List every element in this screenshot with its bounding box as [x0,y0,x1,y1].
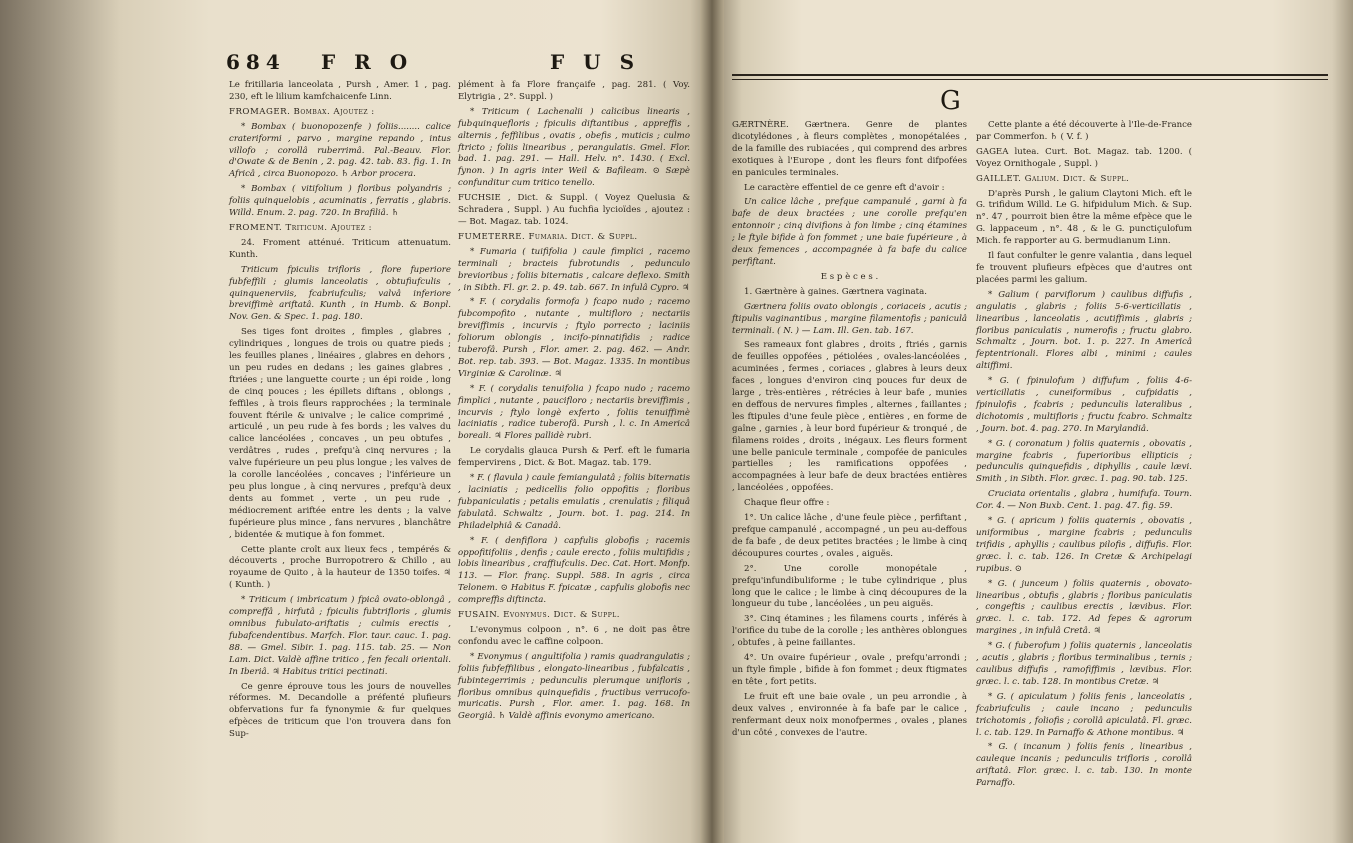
paragraph: * G. ( apricum ) foliis quaternis , obovatis , uniformibus , margine fcabris ; pedunculis trifidis , aphyllis ; caulibus pilofis , diffufis. Flor. græc. l. c. tab. 126. In Cretæ & Archipelagi rupibus. ⊙ [976,516,1192,574]
left-column-2 [458,80,690,726]
paragraph: * F. ( corydalis formofa ) fcapo nudo ; racemo fubcompofito , nutante , multifloro ; nectariis breviffimis , incurvis ; ftylo porrecto ; laciniis foliorum oblongis , incifo-pinnatifidis ; radice tuberofâ. Pursh , Flor. amer. 2. pag. 462. — Andr. Bot. rep. tab. 393. — Bot. Magaz. 1335. In montibus Virginiæ & Carolinæ. ♃ [458,297,690,379]
paragraph: Gærtnera foliis ovato oblongis , coriaceis , acutis ; ftipulis vaginantibus , margine filamentofis ; paniculâ terminali. ( N. ) — Lam. Ill. Gen. tab. 167. [732,301,967,336]
paragraph: * Bombax ( buonopozenfe ) foliis........ calice crateriformi , parvo , margine repando , intus villofo ; corollâ ruberrimâ. Pal.-Beauv. Flor. d'Owate & de Benin , 2. pag. 42. tab. 83. fig. 1. In Africâ , circa Buonopozo. ♄ Arbor procera. [229,121,451,180]
paragraph: * F. ( corydalis tenuifolia ) fcapo nudo ; racemo fimplici , nutante , paucifloro ; nectariis breviffimis , incurvis ; ftylo longè exferto , foliis tenuiffimè laciniatis , radice tuberofâ. Pursh , l. c. In Americâ boreali. ♃ Flores pallidè rubri. [458,383,690,442]
paragraph: Le fritillaria lanceolata , Pursh , Amer. 1 , pag. 230, eft le lilium kamfchaicenfe Linn. [229,80,451,102]
right-column-2 [976,120,1192,793]
paragraph: Il faut confulter le genre valantia , dans lequel fe trouvent plufieurs efpèces que d'autres ont placées parmi les galium. [976,251,1192,285]
paragraph: Triticum fpiculis trifloris , flore fuperiore fubfeffili ; glumis lanceolatis , obtufiufculis , quinquenerviis, fcabriufculis; valvâ inferiore breviffimè ariftatâ. Kunth , in Humb. & Bonpl. Nov. Gen. & Spec. 1. pag. 180. [229,264,451,323]
paragraph: * Galium ( parviflorum ) caulibus diffufis , angulatis , glabris ; foliis 5-6-verticillatis , linearibus , lanceolatis , acutiffimis , glabris ; floribus paniculatis , numerofis ; fructu glabro. Schmaltz , Journ. bot. 1. p. 227. In Americâ feptentrionali. Flores albi , minimi ; caules altiffimi. [976,289,1192,372]
paragraph: 1. Gærtnère à gaines. Gærtnera vaginata. [744,286,927,297]
paragraph: D'après Pursh , le galium Claytoni Mich. eft le G. trifidum Willd. Le G. hifpidulum Mich. & Sup. n°. 47 , pourroit bien être la même efpèce que le G. lappaceum , n°. 48 , & le G. punctiçulofum Mich. fe rapporter au G. bermudianum Linn. [976,188,1192,247]
paragraph: * G. ( apiculatum ) foliis fenis , lanceolatis , fcabriufculis ; caule incano ; pedunculis trichotomis , foliofis ; corollâ apiculatâ. Fl. græc. l. c. tab. 129. In Parnaffo & Athone montibus. ♃ [976,691,1192,738]
paragraph: GÆRTNÈRE. Gærtnera. Genre de plantes dicotylédones , à fleurs complètes , monopétalées , de la famille des rubiacées , qui comprend des arbres exotiques à l'Europe , dont les fleurs font difpofées en panicules terminales. [732,120,967,178]
page-number: 684 [226,50,286,74]
entry-heading: FUCHSIE , Dict. & Suppl. ( Voyez Quelusia & Schradera , Suppl. ) Au fuchfia lycioïdes , ajoutez : — Bot. Magaz. tab. 1024. [458,193,690,227]
paragraph: * G. ( junceum ) foliis quaternis , obovato-linearibus , obtufis , glabris ; floribus paniculatis , congeftis ; caulibus erectis , lævibus. Flor. græc. l. c. tab. 172. Ad fepes & agrorum margines , in infulâ Cretâ. ♃ [976,578,1192,637]
paragraph: Le fruit eft une baie ovale , un peu arrondie , à deux valves , environnée à fa bafe par le calice , renfermant deux noix monofpermes , ovales , planes d'un côté , convexes de l'autre. [732,691,967,738]
paragraph: * G. ( incanum ) foliis fenis , linearibus , cauleque incanis ; pedunculis trifloris , corollâ ariftatâ. Flor. græc. l. c. tab. 130. In monte Parnaffo. [976,742,1192,789]
running-head-left: F R O [321,50,414,74]
entry-heading: FROMAGER. Bombax. Ajoutez : [229,106,375,117]
paragraph: Ce genre éprouve tous les jours de nouvelles réformes. M. Decandolle a préfenté plufieurs obfervations fur fa fynonymie & fur quelques efpèces de triticum que l'on trouvera dans fon Sup- [229,681,451,740]
paragraph: 2°. Une corolle monopétale , prefqu'infundibuliforme ; le tube cylindrique , plus long que le calice ; le limbe à cinq découpures de la longueur du tube , lancéolées , un peu aiguës. [732,563,967,610]
paragraph: plément à fa Flore françaife , pag. 281. ( Voy. Elytrigia , 2°. Suppl. ) [458,80,690,102]
paragraph: Cette plante a été découverte à l'Ile-de-France par Commerfon. ♄ ( V. f. ) [976,120,1192,142]
paragraph: L'evonymus colpoon , n°. 6 , ne doit pas être confondu avec le caffine colpoon. [458,624,690,647]
paragraph: 1°. Un calice lâche , d'une feule pièce , perfiftant , prefque campanulé , accompagné , un peu au-deffous de fa bafe , de deux petites bractées ; le limbe à cinq découpures courtes , ovales , aiguës. [732,513,967,559]
paragraph: Le caractère effentiel de ce genre eft d'avoir : [744,182,945,193]
paragraph: * Fumaria ( tuififolia ) caule fimplici , racemo terminali ; bracteis fubrotundis , pedunculo brevioribus ; foliis biternatis , calcare deflexo. Smith , in Sibth. Fl. gr. 2. p. 49. tab. 667. In infulâ Cypro. ♃ [458,246,690,293]
paragraph: * Triticum ( imbricatum ) fpicâ ovato-oblongâ , compreffâ , hirfutâ ; fpiculis fubtrifloris , glumis omnibus fubulato-ariftatis ; culmis erectis , fubafcendentibus. Marfch. Flor. taur. cauc. 1. pag. 88. — Gmel. Sibir. 1. pag. 115. tab. 25. — Non Lam. Dict. Valdè affine tritico , fen fecali orientali. In Iberiâ. ♃ Habitus tritici pectinati. [229,595,451,677]
section-letter: G [940,86,961,116]
top-rule [732,74,1328,76]
top-rule-thin [732,79,1328,80]
paragraph: 24. Froment atténué. Triticum attenuatum. Kunth. [229,237,451,260]
left-column-1 [229,80,451,744]
paragraph: * Bombax ( vitifolium ) floribus polyandris ; foliis quinquelobis , acuminatis , ferratis , glabris. Willd. Enum. 2. pag. 720. In Brafiliâ. ♄ [229,184,451,219]
paragraph: * G. ( coronatum ) foliis quaternis , obovatis , margine fcabris , fuperioribus ellipticis ; pedunculis quinquefidis , diphyllis , caule lævi. Smith , in Sibth. Flor. græc. 1. pag. 90. tab. 125. [976,438,1192,485]
right-column-1 [732,120,967,742]
paragraph: 3°. Cinq étamines ; les filamens courts , inférés à l'orifice du tube de la corolle ; les anthères oblongues , obtufes , à peine faillantes. [732,614,967,649]
paragraph: Ses rameaux font glabres , droits , ftriés , garnis de feuilles oppofées , pétiolées , ovales-lancéolées , acuminées , fermes , coriaces , glabres à leurs deux faces , longues d'environ cinq pouces fur deux de large , très-entières , rétrécies à leur bafe , munies en deffous de nervures fimples , alternes , faillantes ; les ftipules d'une feule pièce , entières , en forme de gaîne , garnies , à leur bord fupérieur & tronqué , de filamens roides , droits , inégaux. Les fleurs forment une belle panicule terminale , compofée de panicules partielles ; les ramifications oppofées , accompagnées à leur bafe de deux bractées entières , lancéolées , oppofées. [732,340,967,494]
entry-heading: GAILLET. Galium. Dict. & Suppl. [976,173,1130,184]
book-gutter [700,0,724,843]
paragraph: Ses tiges font droites , fimples , glabres , cylindriques , longues de trois ou quatre pieds ; les feuilles planes , linéaires , glabres en dehors , un peu rudes en dedans ; les gaines glabres , ftriées ; une languette courte ; un épi roide , long de cinq pouces ; les épillets diftans , oblongs , feffiles , à trois fleurs rapprochées ; la terminale fouvent ftérile & univalve ; le calice comprimé , articulé , un peu rude à fes bords ; les valves du calice lancéolées , concaves , un peu obtufes , verdâtres , rudes , prefqu'à cinq nervures ; la valve fupérieure un peu plus longue ; les valves de la corolle lancéolées , concaves ; l'inférieure un peu plus longue , à cinq nervures , prefqu'à deux dents au fommet , verte , un peu rude , médiocrement ariftée entre les dents ; la valve fupérieure plus mince , fans nervures , blanchâtre , bidentée & mutique à fon fommet. [229,327,451,540]
entry-heading: FROMENT. Triticum. Ajoutez : [229,222,373,233]
paragraph: Un calice lâche , prefque campanulé , garni à fa bafe de deux bractées ; une corolle prefqu'en entonnoir ; cinq divifions à fon limbe ; cinq étamines ; le ftyle bifide à fon fommet ; une baie fupérieure , à deux femences , accompagnée à fa bafe du calice perfiftant. [732,197,967,267]
entry-heading: FUMETERRE. Fumaria. Dict. & Suppl. [458,231,638,242]
paragraph: * F. ( flavula ) caule femiangulatâ ; foliis biternatis , laciniatis ; pedicellis folio oppofitis ; floribus fubpaniculatis ; petalis emulatis , crenulatis ; filiquâ fabulatâ. Schwaltz , Journ. bot. 1. pag. 214. In Philadelphiâ & Canadâ. [458,473,690,531]
entry-heading: GAGEA lutea. Curt. Bot. Magaz. tab. 1200. ( Voyez Ornithogale , Suppl. ) [976,146,1192,169]
running-head-right: F U S [550,50,641,74]
section-heading: E s p è c e s . [820,271,879,282]
paragraph: * G. ( fpinulofum ) diffufum , foliis 4-6-verticillatis , cuneiformibus , cufpidatis , fpinulofis , fcabris ; pedunculis lateralibus , dichotomis , multifloris ; fructu fcabro. Schmaltz , Journ. bot. 4. pag. 270. In Marylandiâ. [976,376,1192,434]
paragraph: Le corydalis glauca Pursh & Perf. eft le fumaria fempervirens , Dict. & Bot. Magaz. tab. 179. [458,446,690,469]
paragraph: * G. ( fuberofum ) foliis quaternis , lanceolatis , acutis , glabris ; floribus terminalibus , ternis ; caulibus diffufis , ramofiffimis , lævibus. Flor. græc. l. c. tab. 128. In montibus Cretæ. ♃ [976,641,1192,687]
right-page [712,0,1353,843]
paragraph: 4°. Un ovaire fupérieur , ovale , prefqu'arrondi ; un ftyle fimple , bifide à fon fommet ; deux ftigmates en tête , fort petits. [732,653,967,687]
paragraph: Cruciata orientalis , glabra , humifufa. Tourn. Cor. 4. — Non Buxb. Cent. 1. pag. 47. fig. 59. [976,489,1192,512]
paragraph: Chaque fleur offre : [744,498,830,509]
paragraph: * F. ( denfiflora ) capfulis globofis ; racemis oppofitifoliis , denfis ; caule erecto , foliis multifidis ; lobis linearibus , craffiufculis. Dec. Cat. Hort. Monfp. 113. — Flor. franç. Suppl. 588. In agris , circa Telonem. ⊙ Habitus F. fpicatæ , capfulis globofis nec compreffis diftincta. [458,535,690,606]
entry-heading: FUSAIN. Evonymus. Dict. & Suppl. [458,610,620,621]
paragraph: * Triticum ( Lachenalii ) calicibus linearis , fubquinquefloris ; fpiculis diftantibus , appreffis , alternis , feffilibus , ovatis , obefis , muticis ; culmo ftricto ; foliis linearibus , perangulatis. Gmel. Flor. bad. 1. pag. 291. — Hall. Helv. n°. 1430. ( Excl. fynon. ) In agris inter Weil & Bafileam. ⊙ Sæpè confunditur cum tritico tenello. [458,106,690,189]
paragraph: * Evonymus ( angultifolia ) ramis quadrangulatis ; foliis fubfeffilibus , elongato-linearibus , fubfalcatis , fubintegerrimis ; pedunculis plerumque unifloris , floribus omnibus quinquefidis , fructibus verrucofo-muricatis. Pursh , Flor. amer. 1. pag. 168. In Georgiâ. ♄ Valdè affinis evonymo americano. [458,651,690,722]
paragraph: Cette plante croît aux lieux fecs , tempérés & découverts , proche Burropotrero & Chillo , au royaume de Quito , à la hauteur de 1350 toifes. ♃ ( Kunth. ) [229,544,451,591]
